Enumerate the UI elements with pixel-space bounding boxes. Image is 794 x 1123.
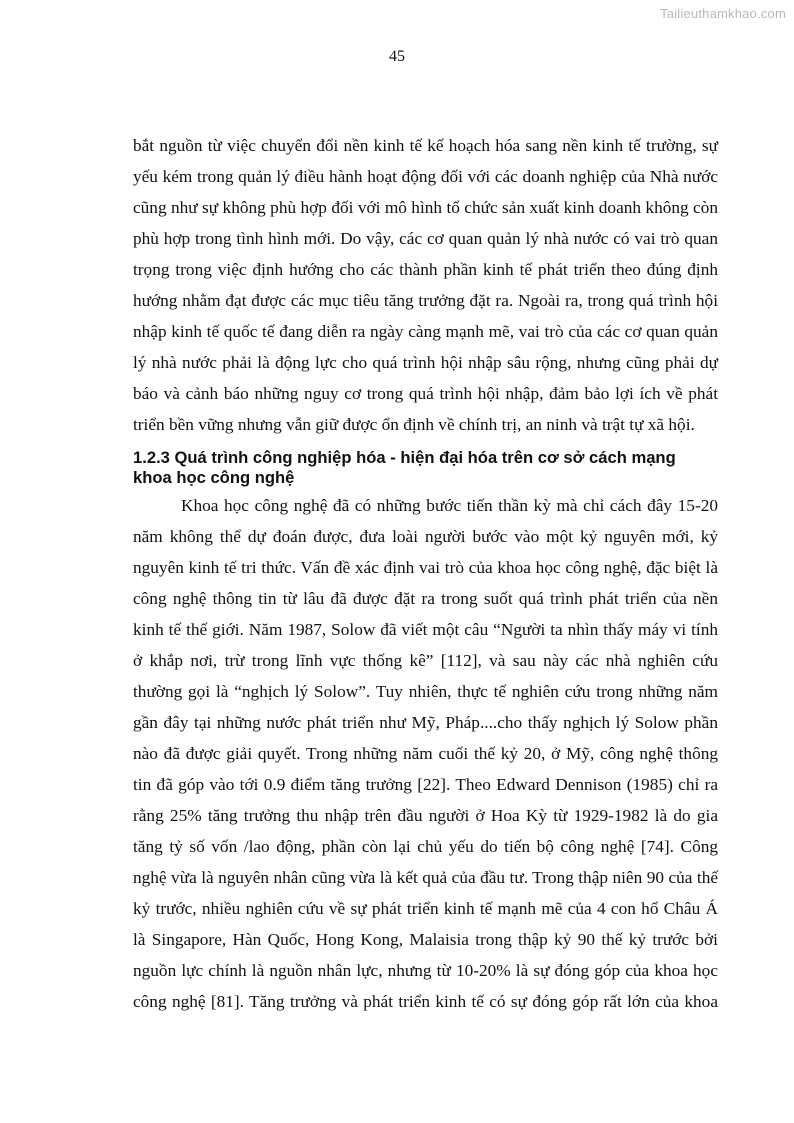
text-line: năm không thể dự đoán được, đưa loài người bước vào một kỷ nguyên mới, kỷ bbox=[133, 527, 718, 546]
text-line: công nghệ thông tin từ lâu đã được đặt ra trong suốt quá trình phát triển của nền bbox=[133, 589, 718, 608]
text-line: triển bền vững nhưng vẫn giữ được ổn định về chính trị, an ninh và trật tự xã hội. bbox=[133, 415, 695, 434]
text-line: trọng trong việc định hướng cho các thành phần kinh tế phát triển theo đúng định bbox=[133, 260, 718, 279]
text-line: Khoa học công nghệ đã có những bước tiến thần kỳ mà chỉ cách đây 15-20 bbox=[181, 496, 718, 515]
text-line: cũng như sự không phù hợp đối với mô hình tổ chức sản xuất kinh doanh không còn bbox=[133, 198, 718, 217]
paragraph-continued bbox=[133, 130, 718, 440]
text-line: nghệ vừa là nguyên nhân cũng vừa là kết quả của đầu tư. Trong thập niên 90 của thế bbox=[133, 868, 718, 887]
text-line: ở khắp nơi, trừ trong lĩnh vực thống kê” [112], và sau này các nhà nghiên cứu bbox=[133, 651, 718, 670]
text-line: thường gọi là “nghịch lý Solow”. Tuy nhiên, thực tế nghiên cứu trong những năm bbox=[133, 682, 718, 701]
text-line: nhập kinh tế quốc tế đang diễn ra ngày càng mạnh mẽ, vai trò của các cơ quan quản bbox=[133, 322, 718, 341]
text-line: lý nhà nước phải là động lực cho quá trình hội nhập sâu rộng, nhưng cũng phải dự bbox=[133, 353, 718, 372]
page-number: 45 bbox=[389, 48, 405, 65]
text-line: nguồn lực chính là nguồn nhân lực, nhưng từ 10-20% là sự đóng góp của khoa học bbox=[133, 961, 718, 980]
paragraph-body bbox=[133, 490, 718, 1017]
text-line: tin đã góp vào tới 0.9 điểm tăng trưởng [22]. Theo Edward Dennison (1985) chỉ ra bbox=[133, 775, 718, 794]
text-line: tăng tỷ số vốn /lao động, phần còn lại chủ yếu do tiến bộ công nghệ [74]. Công bbox=[133, 837, 718, 856]
text-line: hướng nhằm đạt được các mục tiêu tăng trưởng đặt ra. Ngoài ra, trong quá trình hội bbox=[133, 291, 718, 310]
text-line: là Singapore, Hàn Quốc, Hong Kong, Malaisia trong thập kỷ 90 thế kỷ trước bởi bbox=[133, 930, 718, 949]
section-heading-line: 1.2.3 Quá trình công nghiệp hóa - hiện đại hóa trên cơ sở cách mạng bbox=[133, 448, 676, 467]
text-line: báo và cảnh báo những nguy cơ trong quá trình hội nhập, đảm bảo lợi ích về phát bbox=[133, 384, 718, 403]
text-line: bắt nguồn từ việc chuyển đổi nền kinh tế kế hoạch hóa sang nền kinh tế trường, sự bbox=[133, 136, 718, 155]
text-line: gần đây tại những nước phát triển như Mỹ, Pháp....cho thấy nghịch lý Solow phần bbox=[133, 713, 718, 732]
text-line: nào đã được giải quyết. Trong những năm cuối thế kỷ 20, ở Mỹ, công nghệ thông bbox=[133, 744, 718, 763]
text-line: công nghệ [81]. Tăng trưởng và phát triển kinh tế có sự đóng góp rất lớn của khoa bbox=[133, 992, 718, 1011]
text-line: phù hợp trong tình hình mới. Do vậy, các cơ quan quản lý nhà nước có vai trò quan bbox=[133, 229, 718, 248]
section-heading-line: khoa học công nghệ bbox=[133, 468, 295, 487]
text-line: yếu kém trong quản lý điều hành hoạt động đối với các doanh nghiệp của Nhà nước bbox=[133, 167, 718, 186]
text-line: rằng 25% tăng trưởng thu nhập trên đầu người ở Hoa Kỳ từ 1929-1982 là do gia bbox=[133, 806, 718, 825]
text-line: kinh tế thế giới. Năm 1987, Solow đã viết một câu “Người ta nhìn thấy máy vi tính bbox=[133, 620, 718, 639]
section-heading bbox=[133, 448, 718, 488]
watermark: Tailieuthamkhao.com bbox=[660, 6, 786, 21]
text-line: kỷ trước, nhiều nghiên cứu về sự phát triển kinh tế mạnh mẽ của 4 con hổ Châu Á bbox=[133, 899, 718, 918]
page-content bbox=[133, 130, 718, 1017]
text-line: nguyên kinh tế tri thức. Vấn đề xác định vai trò của khoa học công nghệ, đặc biệt là bbox=[133, 558, 718, 577]
